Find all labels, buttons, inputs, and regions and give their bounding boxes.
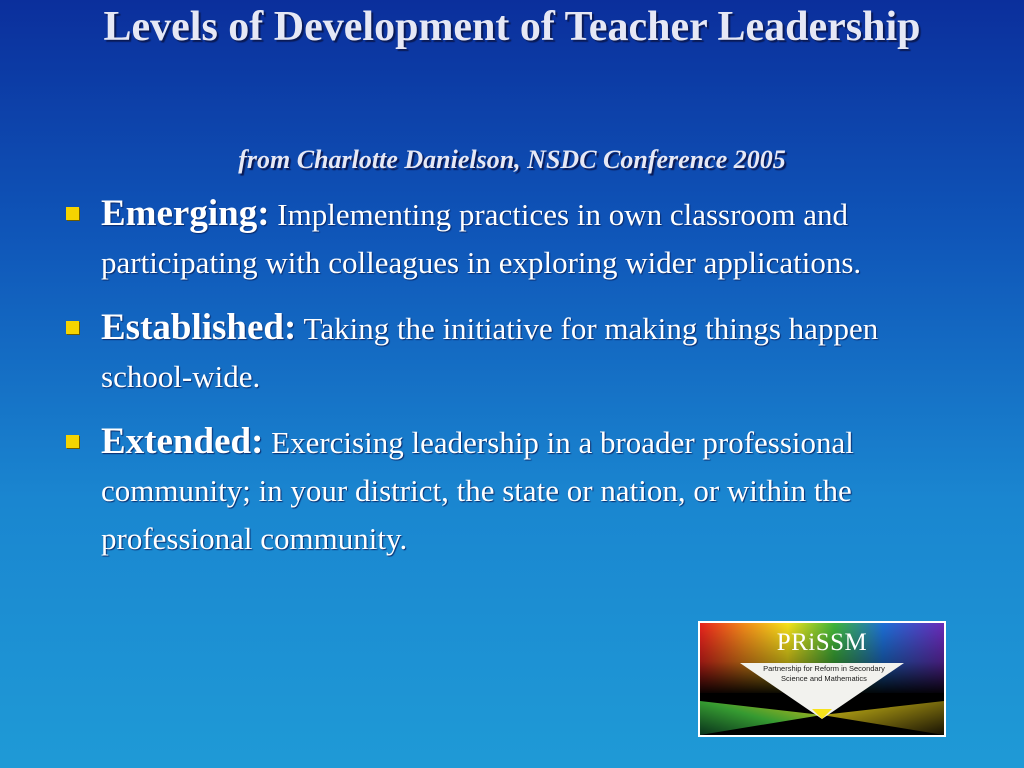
bullet-term: Extended:	[101, 421, 264, 462]
bullet-text: Implementing practices in own classroom and participating with colleagues in exploring wider applications.	[101, 197, 862, 280]
logo-subtitle: Partnership for Reform in Secondary Science and Mathematics	[763, 664, 885, 683]
bullet-text: Exercising leadership in a broader professional community; in your district, the state or nation, or within the professional community.	[101, 425, 854, 556]
bullet-item-extended	[62, 418, 972, 563]
bullet-list	[62, 190, 972, 580]
bullet-term: Established:	[101, 307, 297, 348]
square-bullet-icon	[66, 435, 79, 448]
slide-title: Levels of Development of Teacher Leadership	[103, 4, 921, 50]
prissm-logo	[698, 621, 946, 737]
bullet-text: Taking the initiative for making things happen school-wide.	[101, 311, 879, 394]
logo-title: PRiSSM	[776, 629, 868, 656]
square-bullet-icon	[66, 207, 79, 220]
square-bullet-icon	[66, 321, 79, 334]
slide-subtitle: from Charlotte Danielson, NSDC Conference 2005	[238, 145, 786, 174]
bullet-item-emerging	[62, 190, 972, 287]
bullet-item-established	[62, 304, 972, 401]
bullet-term: Emerging:	[101, 193, 270, 234]
